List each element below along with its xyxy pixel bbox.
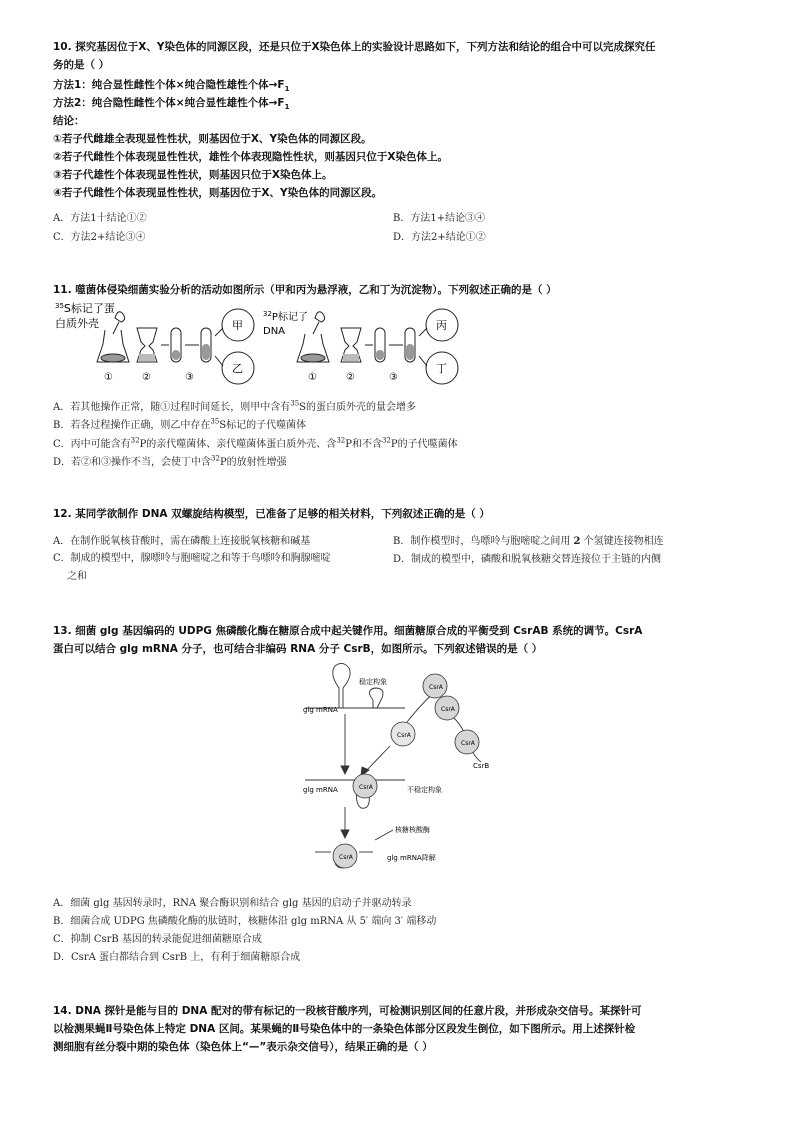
q13-csra-label-5: CsrA [359, 784, 373, 791]
q13-glg-mrna-label-mid: glg mRNA [303, 786, 338, 794]
q10-conclusion-4: ④若子代雌性个体表现显性性状，则基因位于X、Y染色体的同源区段。 [53, 187, 383, 199]
q13-nuclease-label: 核糖核酸酶 [395, 826, 430, 834]
q11-label-right-line2: DNA [263, 326, 286, 337]
q13-csra-figure [295, 662, 495, 872]
q11-step1-right: ① [308, 372, 317, 383]
q13-option-b[interactable]: B．细菌合成 UDPG 焦磷酸化酶的肽链时，核糖体沿 glg mRNA 从 5′ 端向 3′ 端移动 [53, 916, 437, 927]
q10-option-a[interactable]: A．方法1十结论①② [53, 213, 147, 224]
q11-option-b[interactable]: B．若各过程操作正确，则乙中存在$^{35}$S标记的子代噬菌体 [53, 417, 307, 431]
q11-step3-left: ③ [185, 372, 194, 383]
q11-step3-right: ③ [389, 372, 398, 383]
q11-left-apparatus [97, 309, 254, 384]
q11-step2-right: ② [346, 372, 355, 383]
q11-phage-figure [53, 300, 483, 386]
q10-method1: 方法1：纯合显性雌性个体×纯合隐性雄性个体$\to F_1$ [53, 79, 290, 94]
q10-stem-line1: 10. 探究基因位于X、Y染色体的同源区段，还是只位于X染色体上的实验设计思路如下，下列方法和结论的组合中可以完成探究任 [53, 41, 656, 53]
q11-stem: 11. 噬菌体侵染细菌实验分析的活动如图所示（甲和丙为悬浮液，乙和丁为沉淀物）。下列叙述正确的是（ ） [53, 284, 557, 296]
q13-stem: 13. 细菌 glg 基因编码的 UDPG 焦磷酸化酶在糖原合成中起关键作用。细菌糖原合成的平衡受到 CsrAB 系统的调节。CsrA 蛋白可以结合 glg mRNA 分子，也可结合非编码 RNA 分子 CsrB，如图所示。下列叙述错误的是（ ） [53, 625, 643, 655]
q12-option-d[interactable]: D．制成的模型中，磷酸和脱氧核糖交替连接位于主链的内侧 [393, 554, 662, 565]
q12-option-b[interactable]: B．制作模型时，鸟嘌呤与胞嘧啶之间用 2 个氢键连接物相连 [393, 536, 664, 547]
q13-stable-label: 稳定构象 [359, 678, 387, 686]
q11-option-c[interactable]: C．丙中可能含有$^{32}$P的亲代噬菌体、亲代噬菌体蛋白质外壳、含$^{32}$P和不含$^{32}$P的子代噬菌体 [53, 436, 458, 450]
q11-right-pipette-icon [315, 312, 325, 322]
q13-option-c[interactable]: C．抑制 CsrB 基因的转录能促进细菌糖原合成 [53, 934, 262, 945]
q14-line1: 14. DNA 探针是能与目的 DNA 配对的带有标记的一段核苷酸序列，可检测识别区间的任意片段，并形成杂交信号。某探针可 [53, 1005, 642, 1017]
q11-right-apparatus [297, 309, 458, 384]
q10-option-d[interactable]: D．方法2+结论①② [393, 232, 486, 243]
q13-csra-proteins [333, 674, 479, 868]
q13-option-a[interactable]: A．细菌 glg 基因转录时，RNA 聚合酶识别和结合 glg 基因的启动子并驱动转录 [53, 898, 412, 909]
q10-conclusion-1: ①若子代雌雄全表现显性性状，则基因位于X、Y染色体的同源区段。 [53, 133, 372, 145]
q11-label-right-line1: $^{32}$P标记了 [263, 310, 308, 323]
q11-label-left-line1: $^{35}$S标记了蛋 [55, 302, 115, 315]
q11-left-pipette-icon [115, 312, 125, 322]
q10-conclusion-title: 结论： [53, 115, 85, 127]
q13-csra-label-6: CsrA [339, 854, 353, 861]
q11-jia-label: 甲 [232, 319, 243, 332]
q11-option-a[interactable]: A．若其他操作正常，随①过程时间延长，则甲中含有$^{35}$S的蛋白质外壳的量会增多 [53, 399, 417, 413]
q13-unstable-label: 不稳定构象 [407, 786, 442, 794]
q10-conclusion-2: ②若子代雌性个体表现显性性状，雄性个体表现隐性性状，则基因只位于X染色体上。 [53, 151, 448, 163]
q13-degrade-label: glg mRNA降解 [387, 854, 436, 862]
q10-option-c[interactable]: C．方法2+结论③④ [53, 232, 146, 243]
q11-option-d[interactable]: D．若②和③操作不当，会使丁中含$^{32}$P的放射性增强 [53, 454, 287, 468]
q11-yi-label: 乙 [232, 362, 243, 375]
q12-option-c[interactable]: C．制成的模型中，腺嘌呤与胞嘧啶之和等于鸟嘌呤和胸腺嘧啶 之和 [53, 553, 331, 582]
q11-bing-label: 丙 [436, 319, 447, 332]
q13-option-d[interactable]: D．CsrA 蛋白都结合到 CsrB 上，有利于细菌糖原合成 [53, 952, 301, 963]
q13-csrb-label: CsrB [473, 762, 490, 770]
q10-stem-line2: 务的是（ ） [53, 59, 110, 71]
q13-csra-label-1: CsrA [429, 684, 443, 691]
q10-conclusion-3: ③若子代雄性个体表现显性性状，则基因只位于X染色体上。 [53, 169, 333, 181]
q11-ding-label: 丁 [436, 362, 447, 375]
q14-stem [53, 1002, 641, 1056]
q13-csra-label-2: CsrA [441, 706, 455, 713]
q14-line3: 测细胞有丝分裂中期的染色体（染色体上“—”表示杂交信号），结果正确的是（ ） [53, 1041, 433, 1053]
q11-step2-left: ② [142, 372, 151, 383]
q10-method2: 方法2：纯合隐性雌性个体×纯合显性雄性个体$\to F_1$ [53, 97, 290, 112]
q13-csra-label-3: CsrA [397, 732, 411, 739]
q11-label-left-line2: 白质外壳 [55, 317, 99, 330]
q13-csra-label-4: CsrA [461, 740, 475, 747]
q14-line2: 以检测果蝇Ⅱ号染色体上特定 DNA 区间。某果蝇的Ⅱ号染色体中的一条染色体部分区段发生倒位，如下图所示。用上述探针检 [53, 1023, 636, 1035]
q11-step1-left: ① [104, 372, 113, 383]
q13-glg-mrna-label-top: glg mRNA [303, 706, 338, 714]
q12-option-a[interactable]: A．在制作脱氧核苷酸时，需在磷酸上连接脱氧核糖和碱基 [53, 536, 311, 547]
q10-option-b[interactable]: B．方法1+结论③④ [393, 213, 486, 224]
q12-stem: 12. 某同学欲制作 DNA 双螺旋结构模型，已准备了足够的相关材料，下列叙述正确的是（ ） [53, 508, 490, 520]
